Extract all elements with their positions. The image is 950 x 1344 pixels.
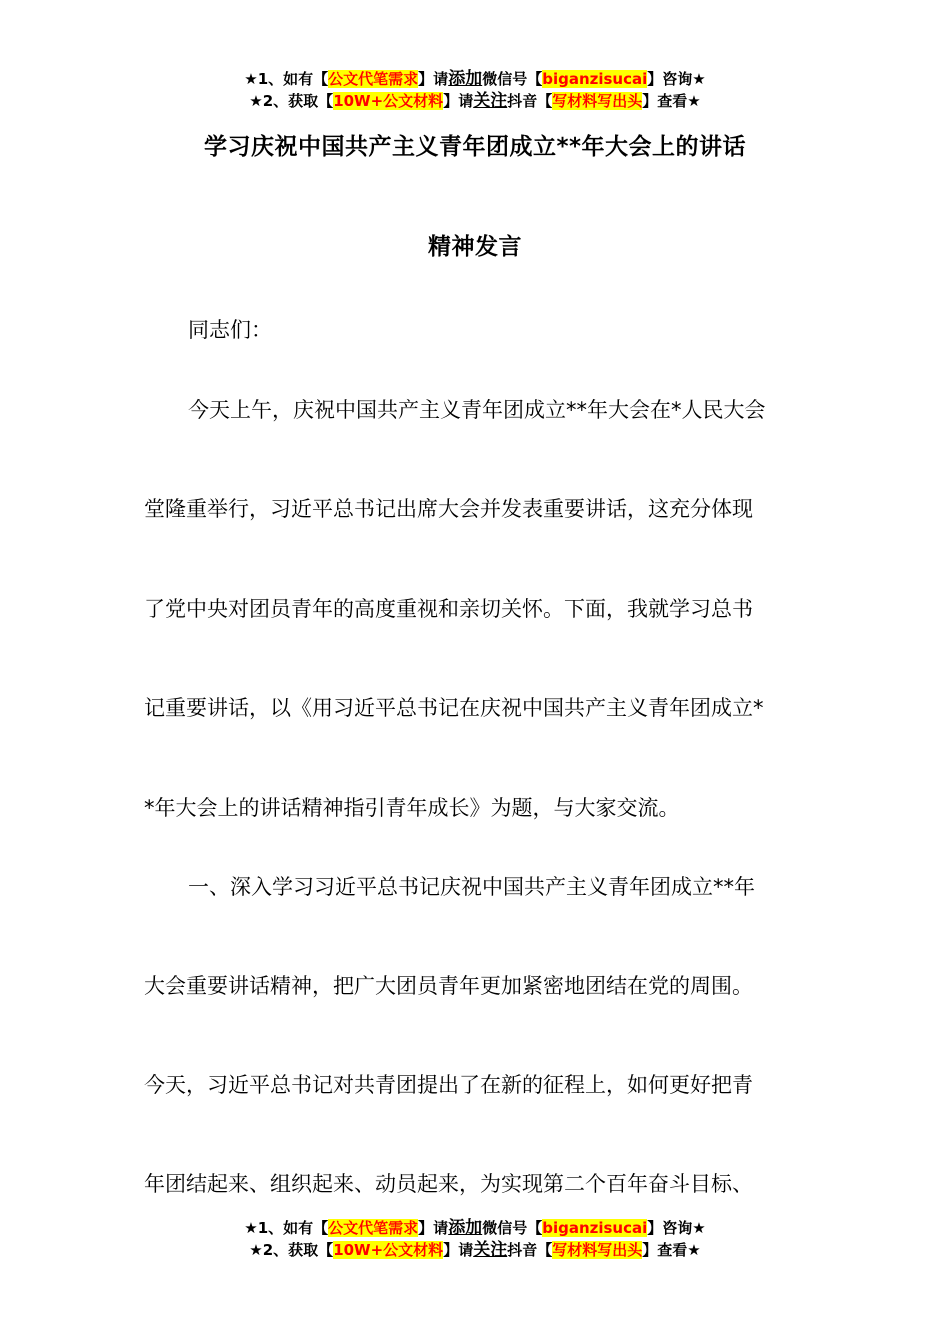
- top-banner: [0, 68, 950, 112]
- banner-line-1: [0, 68, 950, 90]
- banner-text: ★2、获取【: [249, 1241, 334, 1259]
- banner-text: 抖音【: [507, 1241, 553, 1259]
- document-title-line-2: 精神发言: [428, 234, 522, 260]
- banner-highlight-wechat: biganzisucai: [542, 70, 648, 88]
- body-line: 记重要讲话，以《用习近平总书记在庆祝中国共产主义青年团成立*: [144, 696, 764, 720]
- salutation: 同志们：: [188, 318, 272, 342]
- body-line: 大会重要讲话精神，把广大团员青年更加紧密地团结在党的周围。: [144, 974, 753, 998]
- banner-underlined: 关注: [473, 1240, 508, 1260]
- banner-text: 微信号【: [482, 1219, 543, 1237]
- banner-line-1: [0, 1217, 950, 1239]
- banner-highlight: 公文代笔需求: [328, 70, 419, 88]
- body-line: *年大会上的讲话精神指引青年成长》为题，与大家交流。: [144, 796, 680, 820]
- banner-highlight-douyin: 写材料写出头: [552, 1241, 643, 1259]
- banner-line-2: [0, 1239, 950, 1261]
- banner-text: 】请: [443, 1241, 474, 1259]
- banner-highlight: 公文代笔需求: [328, 1219, 419, 1237]
- body-line: 年团结起来、组织起来、动员起来，为实现第二个百年奋斗目标、: [144, 1172, 753, 1196]
- section-heading-1: 一、深入学习习近平总书记庆祝中国共产主义青年团成立**年: [188, 875, 755, 899]
- banner-text: ★2、获取【: [249, 92, 334, 110]
- banner-line-2: [0, 90, 950, 112]
- banner-text: 】查看★: [642, 92, 701, 110]
- banner-text: 】查看★: [642, 1241, 701, 1259]
- banner-highlight: 10W+公文材料: [333, 92, 444, 110]
- banner-text: ★1、如有【: [244, 70, 329, 88]
- banner-highlight-wechat: biganzisucai: [542, 1219, 648, 1237]
- body-line: 了党中央对团员青年的高度重视和亲切关怀。下面，我就学习总书: [144, 597, 753, 621]
- banner-text: 】咨询★: [647, 1219, 706, 1237]
- body-line: 今天上午，庆祝中国共产主义青年团成立**年大会在*人民大会: [188, 398, 766, 422]
- banner-underlined: 添加: [448, 69, 483, 89]
- banner-text: 】请: [418, 1219, 449, 1237]
- banner-highlight: 10W+公文材料: [333, 1241, 444, 1259]
- document-title-line-1: 学习庆祝中国共产主义青年团成立**年大会上的讲话: [203, 134, 747, 160]
- banner-underlined: 添加: [448, 1218, 483, 1238]
- banner-text: 微信号【: [482, 70, 543, 88]
- body-line: 今天，习近平总书记对共青团提出了在新的征程上，如何更好把青: [144, 1073, 753, 1097]
- banner-text: ★1、如有【: [244, 1219, 329, 1237]
- body-line: 堂隆重举行，习近平总书记出席大会并发表重要讲话，这充分体现: [144, 497, 753, 521]
- banner-highlight-douyin: 写材料写出头: [552, 92, 643, 110]
- bottom-banner: [0, 1217, 950, 1261]
- banner-text: 】请: [418, 70, 449, 88]
- banner-text: 抖音【: [507, 92, 553, 110]
- banner-text: 】请: [443, 92, 474, 110]
- banner-text: 】咨询★: [647, 70, 706, 88]
- banner-underlined: 关注: [473, 91, 508, 111]
